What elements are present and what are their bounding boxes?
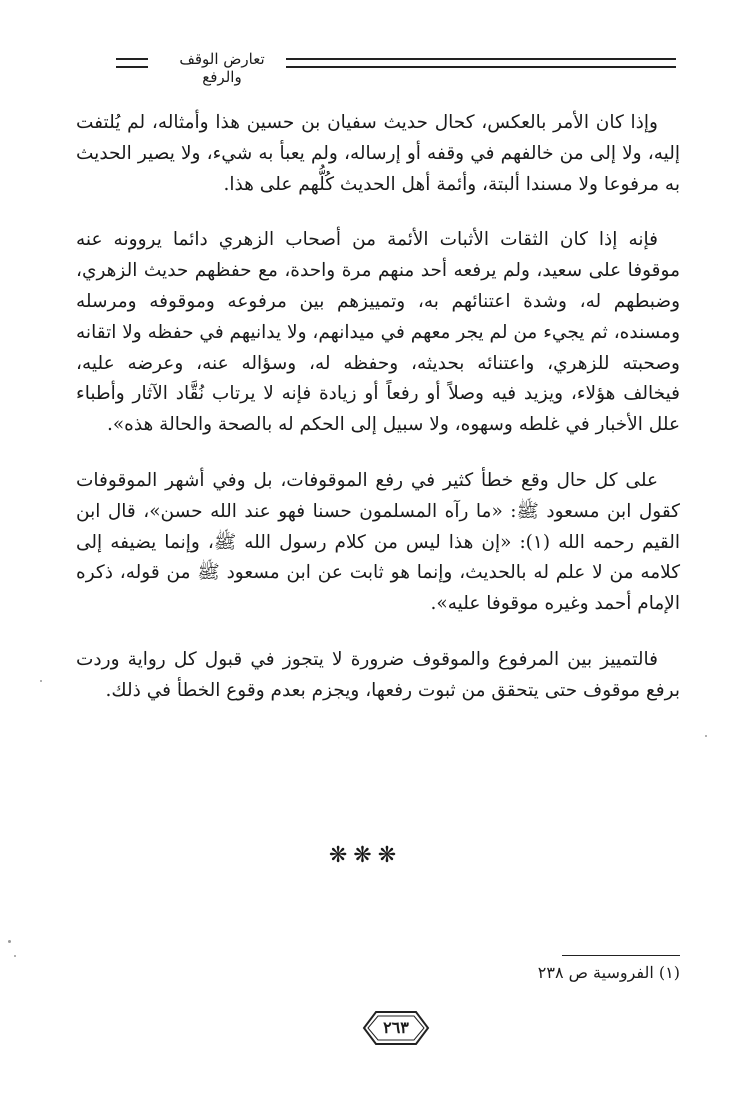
page-number: ٢٦٣ (383, 1018, 409, 1037)
scan-speck (8, 940, 11, 943)
footnote: (١) الفروسية ص ٢٣٨ (537, 963, 680, 982)
paragraph-2: فإنه إذا كان الثقات الأثبات الأئمة من أصحاب الزهري دائما يروونه عنه موقوفا على سعيد، ولم يرفعه أحد منهم مرة واحدة، مع حفظهم حديث الزهري، وضبطهم له، وشدة اعتنائهم به، وتمييزهم بين مرفوعه وموقوفه ومرسله ومسنده، ثم يجيء من لم يجر معهم في ميدانهم، ولا يدانيهم في حفظه ولا اتقانه وصحبته للزهري، واعتنائه بحديثه، وحفظه له، وسؤاله عنه، وعرضه عليه، فيخالف هؤلاء، ويزيد فيه وصلاً أو رفعاً أو زيادة فإنه لا يرتاب نُقَّاد الآثار وأطباء علل الأخبار في غلطه وسهوه، ولا سبيل إلى الحكم له بالصحة والحالة هذه». (76, 229, 680, 436)
paragraph-3: على كل حال وقع خطأ كثير في رفع الموقوفات، بل وفي أشهر الموقوفات كقول ابن مسعود ﷺ: «ما رآه المسلمون حسنا فهو عند الله حسن»، قال ابن القيم رحمه الله (١): «إن هذا ليس من كلام رسول الله ﷺ، وإنما يضيفه إلى كلامه من لا علم له بالحديث، وإنما هو ثابت عن ابن مسعود ﷺ من قوله، ذكره الإمام أحمد وغيره موقوفا عليه». (76, 469, 680, 615)
paragraph-1: وإذا كان الأمر بالعكس، كحال حديث سفيان بن حسين هذا وأمثاله، لم يُلتفت إليه، ولا إلى من خالفهم في وقفه أو إرساله، ولم يعبأ به شيء، ولا يصير الحديث به مرفوعا ولا مسندا ألبتة، وأئمة أهل الحديث كُلُّهم على هذا. (76, 112, 680, 195)
footnote-rule (562, 955, 680, 956)
running-title: تعارض الوقف والرفع (179, 50, 265, 86)
paragraph-4: فالتمييز بين المرفوع والموقوف ضرورة لا يتجوز في قبول كل رواية وردت برفع موقوف حتى يتحقق من ثبوت رفعها، ويجزم بعدم وقوع الخطأ في ذلك. (76, 648, 680, 701)
header-rule-left (116, 58, 148, 68)
main-text (76, 108, 680, 732)
scan-speck (705, 735, 707, 737)
scan-speck (40, 680, 42, 682)
running-header (116, 50, 676, 86)
section-divider: ❋❋❋ (328, 843, 403, 868)
header-rule-right (286, 58, 676, 68)
page-number-ornament (356, 1008, 436, 1048)
scan-speck (14, 955, 16, 957)
